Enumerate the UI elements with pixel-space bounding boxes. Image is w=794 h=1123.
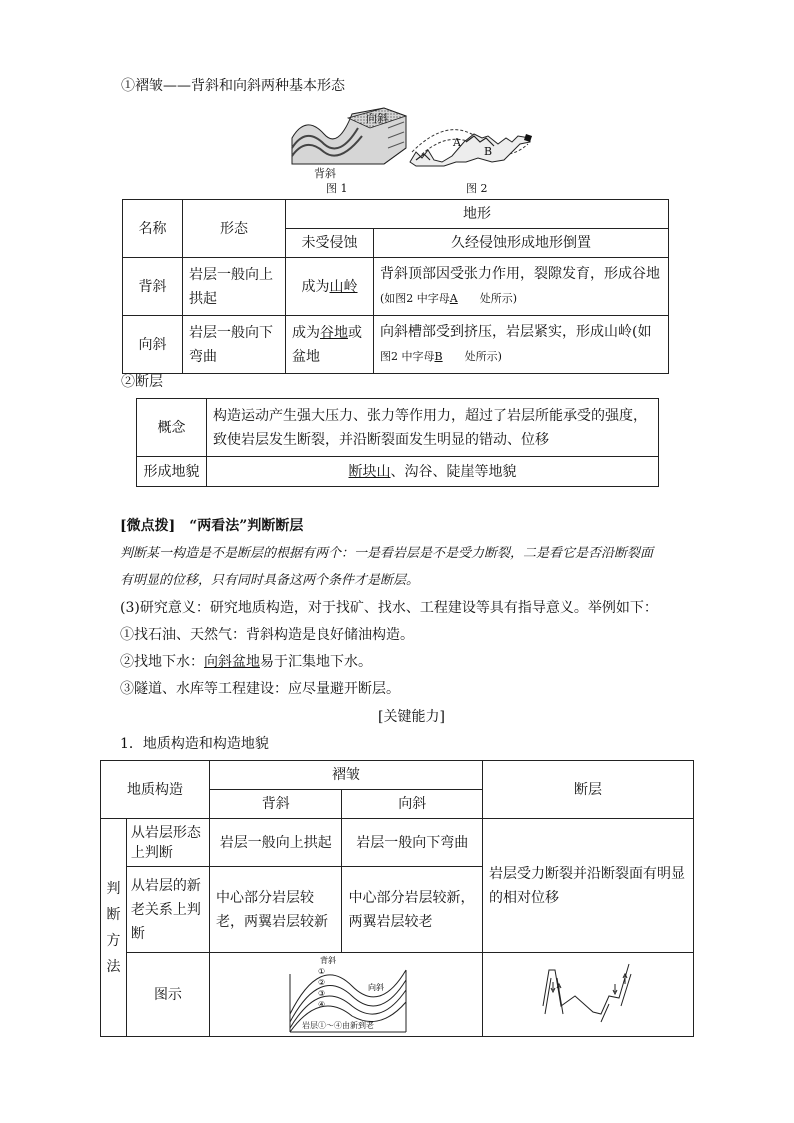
th-fault: 断层	[483, 761, 694, 819]
anticline-age-cell: 中心部分岩层较老，两翼岩层较新	[210, 867, 342, 953]
judge-method-label: 判断方法	[101, 819, 127, 1037]
layer-4-label: ④	[318, 999, 326, 1009]
significance-item-2: ②找地下水：向斜盆地易于汇集地下水。	[120, 654, 372, 670]
th-landform: 地形	[286, 200, 669, 229]
tip-line-2: 有明显的位移，只有同时具备这两个条件才是断层。	[120, 573, 420, 588]
fault-landform-label: 形成地貌	[137, 457, 207, 487]
fig2-caption: 图 2	[466, 182, 488, 195]
section-fold-title: ①褶皱——背斜和向斜两种基本形态	[121, 78, 345, 94]
anticline-form-cell: 岩层一般向上拱起	[210, 819, 342, 867]
figure-2-eroded-fold	[408, 122, 536, 170]
tip-title: [微点拨] “两看法”判断断层	[120, 518, 304, 534]
fault-diagram-cell	[483, 953, 694, 1037]
item-1-title: 1．地质构造和构造地貌	[120, 736, 269, 752]
significance-item-1: ①找石油、天然气：背斜构造是良好储油构造。	[120, 627, 414, 643]
syncline-form-cell: 岩层一般向下弯曲	[342, 819, 483, 867]
layer-2-label: ②	[318, 977, 326, 987]
syncline-age-cell: 中心部分岩层较新，两翼岩层较老	[342, 867, 483, 953]
th-form: 形态	[183, 200, 286, 258]
row-anticline-uneroded: 成为山岭	[286, 258, 374, 316]
fold-landform-table	[122, 199, 669, 374]
th-fold: 褶皱	[210, 761, 483, 790]
judge-by-form-label: 从岩层形态上判断	[126, 819, 209, 867]
row-syncline-eroded: 向斜槽部受到挤压，岩层紧实，形成山岭(如 图2 中字母B 处所示)	[374, 316, 669, 374]
fault-concept-text: 构造运动产生强大压力、张力等作用力，超过了岩层所能承受的强度，致使岩层发生断裂，并沿断裂面发生明显的错动、位移	[207, 399, 659, 457]
fig2-label-a: A	[453, 136, 461, 149]
fault-diagram	[483, 954, 693, 1036]
significance-item-3: ③隧道、水库等工程建设：应尽量避开断层。	[120, 681, 400, 697]
fault-judge-cell: 岩层受力断裂并沿断裂面有明显的相对位移	[483, 819, 694, 953]
fig1-caption: 图 1	[326, 182, 348, 195]
diagram-anticline-label: 背斜	[320, 955, 336, 965]
fig1-syncline-label: 向斜	[366, 112, 388, 125]
th-name: 名称	[123, 200, 183, 258]
fault-table	[136, 398, 659, 487]
figure-1-fold-block	[288, 104, 412, 176]
tip-line-1: 判断某一构造是不是断层的根据有两个：一是看岩层是不是受力断裂，二是看它是否沿断裂面	[120, 546, 654, 561]
row-syncline-uneroded: 成为谷地或盆地	[286, 316, 374, 374]
row-syncline-form: 岩层一般向下弯曲	[183, 316, 286, 374]
layer-1-label: ①	[318, 966, 326, 976]
row-anticline-form: 岩层一般向上拱起	[183, 258, 286, 316]
th-eroded: 久经侵蚀形成地形倒置	[374, 229, 669, 258]
structure-judgement-table	[100, 760, 694, 1037]
diagram-syncline-label: 向斜	[368, 982, 384, 992]
layer-3-label: ③	[318, 988, 326, 998]
fig2-label-b: B	[484, 145, 493, 158]
row-anticline-eroded: 背斜顶部因受张力作用，裂隙发育，形成谷地 (如图2 中字母A 处所示)	[374, 258, 669, 316]
fig1-anticline-label: 背斜	[314, 167, 336, 180]
fault-landform-text: 断块山、沟谷、陡崖等地貌	[207, 457, 659, 487]
row-syncline-name: 向斜	[123, 316, 183, 374]
fold-diagram-cell	[210, 953, 483, 1037]
judge-by-age-label: 从岩层的新老关系上判断	[126, 867, 209, 953]
th-structure: 地质构造	[101, 761, 210, 819]
significance-paragraph: (3)研究意义：研究地质构造，对于找矿、找水、工程建设等具有指导意义。举例如下：	[120, 600, 658, 616]
key-ability-heading: [关键能力]	[378, 709, 445, 725]
section-fault-title: ②断层	[121, 374, 163, 390]
row-anticline-name: 背斜	[123, 258, 183, 316]
diagram-label: 图示	[126, 953, 209, 1037]
th-uneroded: 未受侵蚀	[286, 229, 374, 258]
th-syncline: 向斜	[342, 790, 483, 819]
th-anticline: 背斜	[210, 790, 342, 819]
fault-concept-label: 概念	[137, 399, 207, 457]
diagram-caption: 岩层①～④由新到老	[302, 1021, 374, 1030]
